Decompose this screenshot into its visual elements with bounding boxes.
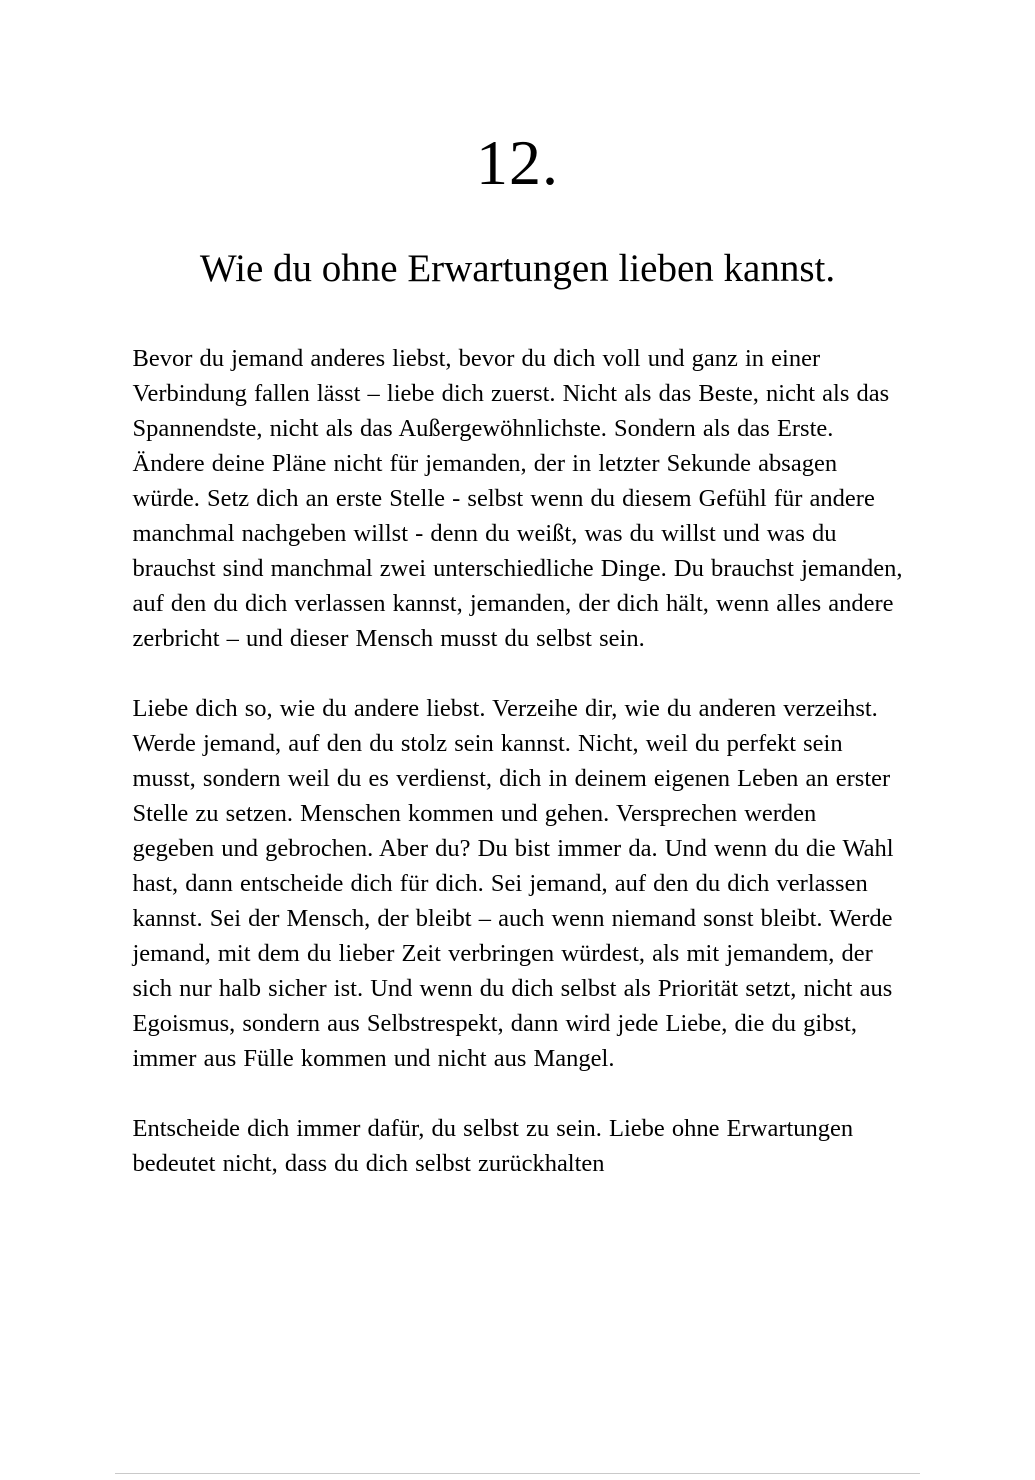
chapter-number: 12. [476,127,559,198]
chapter-body [133,341,903,1181]
paragraph: Bevor du jemand anderes liebst, bevor du dich voll und ganz in einer Verbindung fallen lässt – liebe dich zuerst. Nicht als das Beste, nicht als das Spannendste, nicht als das Außergewöhnlichste. Sondern als das Erste. Ändere deine Pläne nicht für jemanden, der in letzter Sekunde absagen würde. Setz dich an erste Stelle - selbst wenn du diesem Gefühl für andere manchmal nachgeben willst - denn du weißt, was du willst und was du brauchst sind manchmal zwei unterschiedliche Dinge. Du brauchst jemanden, auf den du dich verlassen kannst, jemanden, der dich hält, wenn alles andere zerbricht – und dieser Mensch musst du selbst sein. [132,345,903,653]
paragraph: Liebe dich so, wie du andere liebst. Verzeihe dir, wie du anderen verzeihst. Werde jemand, auf den du stolz sein kannst. Nicht, weil du perfekt sein musst, sondern weil du es verdienst, dich in deinem eigenen Leben an erster Stelle zu setzen. Menschen kommen und gehen. Versprechen werden gegeben und gebrochen. Aber du? Du bist immer da. Und wenn du die Wahl hast, dann entscheide dich für dich. Sei jemand, auf den du dich verlassen kannst. Sei der Mensch, der bleibt – auch wenn niemand sonst bleibt. Werde jemand, mit dem du lieber Zeit verbringen würdest, als mit jemandem, der sich nur halb sicher ist. Und wenn du dich selbst als Priorität setzt, nicht aus Egoismus, sondern aus Selbstrespekt, dann wird jede Liebe, die du gibst, immer aus Fülle kommen und nicht aus Mangel. [132,695,894,1073]
page-content [133,0,903,1181]
page-bottom-divider [115,1473,920,1474]
chapter-title: Wie du ohne Erwartungen lieben kannst. [199,247,836,291]
paragraph: Entscheide dich immer dafür, du selbst zu sein. Liebe ohne Erwartungen bedeutet nicht, dass du dich selbst zurückhalten [132,1115,854,1178]
